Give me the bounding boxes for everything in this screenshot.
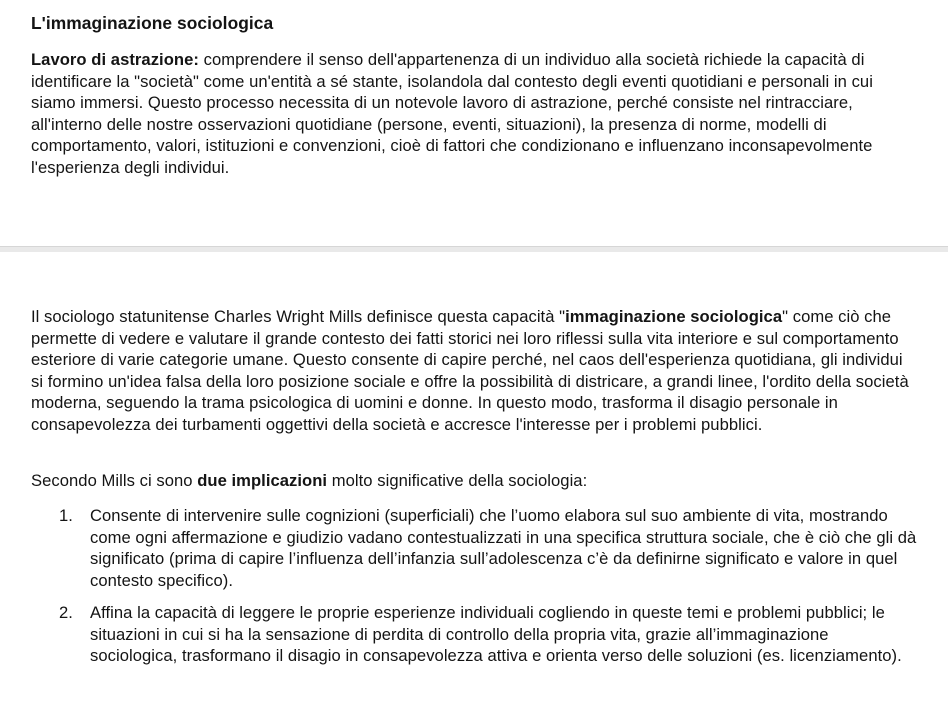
document-title: L'immaginazione sociologica bbox=[31, 13, 274, 33]
paragraph-mills bbox=[31, 306, 911, 436]
list-item-number: 2. bbox=[59, 603, 73, 622]
document-page-top bbox=[0, 0, 948, 246]
paragraph-implications bbox=[31, 470, 911, 492]
list-item-number: 1. bbox=[59, 506, 73, 525]
paragraph-text: molto significative della sociologia: bbox=[327, 471, 588, 490]
paragraph-text: Il sociologo statunitense Charles Wright Mills definisce questa capacità " bbox=[31, 307, 566, 326]
paragraph-text: comprendere il senso dell'appartenenza di un individuo alla società richiede la capacità di identificare la "società" come un'entità a sé stante, isolandola dal contesto degli eventi quotidiani e personali in cui siamo immersi. Questo processo necessita di un notevole lavoro di astrazione, perché consiste nel rintracciare, all'interno delle nostre osservazioni quotidiane (persone, eventi, situazioni), la presenza di norme, modelli di comportamento, valori, istituzioni e convenzioni, cioè di fattori che condizionano e influenzano inconsapevolmente l'esperienza degli individui. bbox=[31, 50, 873, 177]
paragraph-bold-term: immaginazione sociologica bbox=[565, 307, 783, 326]
paragraph-abstraction bbox=[31, 49, 911, 179]
list-item-text: Consente di intervenire sulle cognizioni (superficiali) che l’uomo elabora sul suo ambiente di vita, mostrando come ogni affermazione e giudizio vadano contestualizzati in una specifica struttura sociale, che è ciò che gli dà significato (prima di capire l’influenza dell’infanzia sull’adolescenza c’è da definirne significato e valore in quel contesto specifico). bbox=[90, 506, 917, 590]
paragraph-text: Secondo Mills ci sono bbox=[31, 471, 198, 490]
paragraph-text: " come ciò che permette di vedere e valutare il grande contesto dei fatti storici nei loro riflessi sulla vita interiore e sul comportamento esteriore di varie categorie umane. Questo consente di capire perché, nel caos dell'esperienza quotidiana, gli individui si formino un'idea falsa della loro posizione sociale e offre la possibilità di districare, a grandi linee, l'ordito della società moderna, seguendo la trama psicologica di uomini e donne. In questo modo, trasforma il disagio personale in consapevolezza dei turbamenti oggettivi della società e accresce l'interesse per i problemi pubblici. bbox=[31, 307, 909, 434]
paragraph-lead-bold: Lavoro di astrazione: bbox=[31, 50, 199, 69]
paragraph-bold-term: due implicazioni bbox=[197, 471, 328, 490]
list-item-text: Affina la capacità di leggere le proprie esperienze individuali cogliendo in queste temi e problemi pubblici; le situazioni in cui si ha la sensazione di perdita di controllo della propria vita, grazie all’immaginazione sociologica, trasformano il disagio in consapevolezza attiva e orienta verso delle soluzioni (es. licenziamento). bbox=[90, 603, 902, 666]
